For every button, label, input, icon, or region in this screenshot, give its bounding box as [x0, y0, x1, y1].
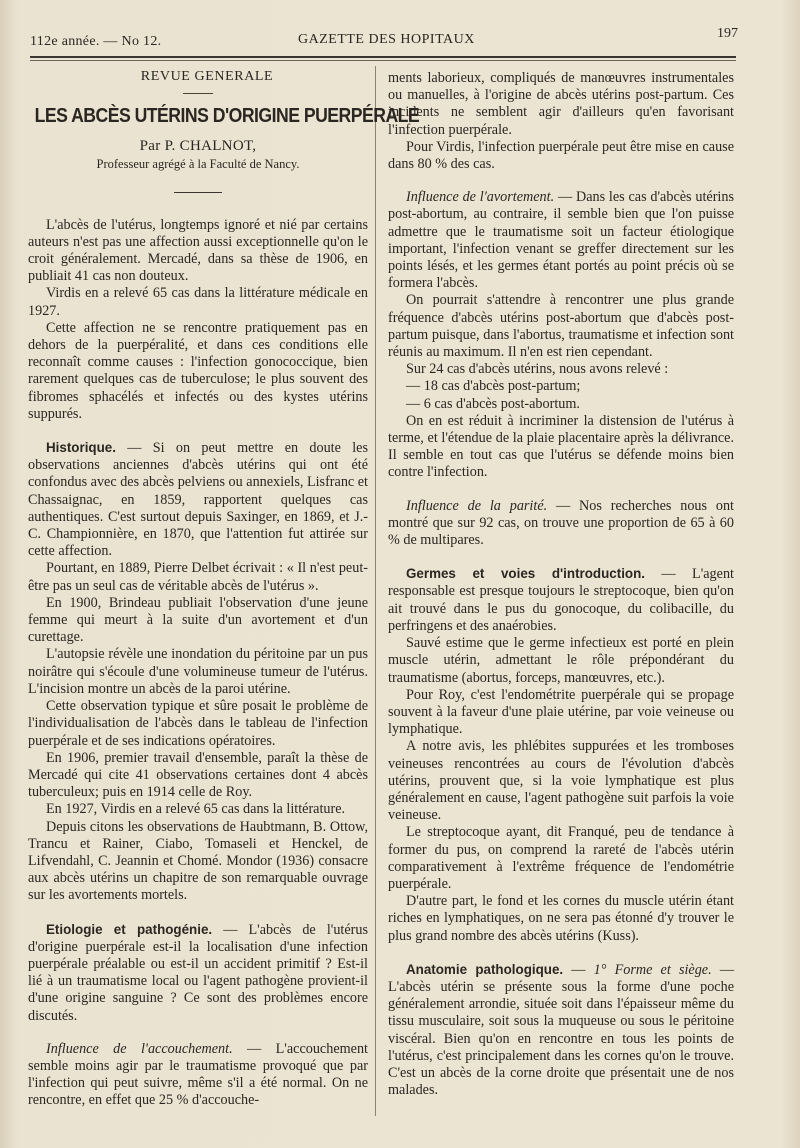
right-paragraph	[388, 893, 734, 945]
right-paragraph-text: — 18 cas d'abcès post-partum;	[406, 378, 581, 395]
left-paragraph-text: En 1900, Brindeau publiait l'observation d'une jeune femme qui meurt à la suite d'un avortement et d'un curettage.	[28, 594, 368, 646]
left-paragraph-text: Cette observation typique et sûre posait le problème de l'individualisation de l'abcès dans le tableau de l'infection puerpérale et de ses indications opératoires.	[28, 698, 368, 749]
right-paragraph-text: — 6 cas d'abcès post-abortum.	[406, 395, 580, 412]
left-paragraph	[28, 750, 368, 802]
right-paragraph-text: On pourrait s'attendre à rencontrer une plus grande fréquence d'abcès utérins post-abortum que d'abcès post-partum puisque, dans l'abortus, traumatisme et infection sont réunis au maximum. Il n'en est rien cependant.	[388, 292, 734, 361]
left-column-body	[28, 217, 368, 1110]
right-paragraph-text: Le streptocoque ayant, dit Franqué, peu de tendance à former du pus, on comprend la rareté de l'abcès utérin comparativement à l'extrême fréquence de l'endométrie puerpérale.	[388, 824, 734, 892]
right-paragraph	[388, 738, 734, 824]
left-paragraph-text: Virdis en a relevé 65 cas dans la littérature médicale en 1927.	[28, 285, 368, 319]
left-paragraph	[28, 819, 368, 905]
right-paragraph-text: Pour Virdis, l'infection puerpérale peut être mise en cause dans 80 % des cas.	[388, 138, 734, 173]
right-paragraph	[388, 292, 734, 361]
right-column-body	[388, 70, 734, 1099]
left-paragraph	[28, 285, 368, 319]
left-paragraph	[28, 646, 368, 698]
right-paragraph	[388, 396, 734, 413]
left-paragraph-text: Cette affection ne se rencontre pratiquement pas en dehors de la puerpéralité, et dans ces conditions elle reconnaît comme causes : l'infection gonococcique, bien rarement quelques cas de tuberculose; le plus souvent des fibromes sphacélés et infectés ou des kystes utérins suppurés.	[28, 319, 368, 422]
left-paragraph	[28, 439, 368, 560]
right-paragraph-text: A notre avis, les phlébites suppurées et les tromboses veineuses rencontrées au cours de l'évolution d'abcès utérins, prouvent que, si la voie lymphatique est plus généralement en cause, l'agent pathogène suit parfois la voie veineuse.	[388, 738, 734, 824]
header-rule-thin	[30, 60, 736, 61]
right-paragraph-text: ments laborieux, compliqués de manœuvres instrumentales ou manuelles, à l'origine de abcès utérins post-partum. Ces incidents ne semblent agir d'ailleurs qu'en favorisant l'infection puerpérale.	[388, 70, 734, 138]
right-paragraph	[388, 565, 734, 635]
author-byline: Par P. CHALNOT,	[139, 138, 257, 155]
left-paragraph	[28, 801, 368, 818]
right-section-heading: Germes et voies d'introduction.	[406, 566, 645, 582]
left-paragraph	[28, 698, 368, 750]
left-paragraph-text: — L'abcès de l'utérus d'origine puerpérale est-il la localisation d'une infection puerpérale préalable ou est-il un accident primitif ? Est-il lié à un traumatisme local ou l'agent pathogène provient-il d'une origine sanguine ? Ce sont des problèmes encore discutés.	[28, 921, 368, 1024]
right-paragraph-text: On en est réduit à incriminer la distension de l'utérus à terme, et l'étendue de la plaie placentaire après la délivrance. Il semble en tout cas que l'utérus se défende moins bien contre l'infection.	[388, 412, 734, 481]
page-header	[30, 28, 738, 58]
left-paragraph-text: En 1927, Virdis en a relevé 65 cas dans la littérature.	[46, 801, 346, 818]
left-column	[28, 68, 420, 1110]
right-paragraph	[388, 687, 734, 739]
author-affiliation: Professeur agrégé à la Faculté de Nancy.	[96, 157, 300, 172]
left-paragraph-text: L'abcès de l'utérus, longtemps ignoré et nié par certains auteurs n'est pas une affection aussi exceptionnelle qu'on le croit généralement. Mercadé, dans sa thèse de 1906, en publiait 41 cas non douteux.	[28, 216, 368, 285]
left-paragraph	[28, 320, 368, 423]
right-paragraph-text: — Dans les cas d'abcès utérins post-abortum, au contraire, il semble bien que l'on puisse admettre que le traumatisme soit un facteur étiologique important, l'infection venant se greffer directement sur les points lésés, et les germes étant portés au point précis où se formera l'abcès.	[388, 189, 734, 292]
right-paragraph	[388, 139, 734, 173]
page-number: 197	[717, 26, 738, 41]
right-paragraph	[388, 498, 734, 550]
column-divider	[375, 66, 376, 1116]
right-paragraph-text: Sur 24 cas d'abcès utérins, nous avons relevé :	[406, 361, 669, 378]
right-paragraph-text: — L'abcès utérin se présente sous la forme d'une poche généralement arrondie, située soit dans l'épaisseur même du tissu musculaire, soit sous la muqueuse ou sous le péritoine viscéral. Bien qu'on en rencontre en tous les points de l'utérus, c'est principalement dans les cornes qu'on le trouve. C'est un abcès de la corne droite que présentait une de nos malades.	[388, 961, 735, 1099]
left-paragraph-text: Pourtant, en 1889, Pierre Delbet écrivait : « Il n'est peut-être pas un seul cas de véritable abcès de l'utérus ».	[28, 560, 368, 594]
left-paragraph-text: — L'accouchement semble moins agir par le traumatisme provoqué que par l'infection qui peut suivre, même s'il a été normal. On ne rencontre, en effet que 25 % d'accouche-	[28, 1040, 368, 1109]
right-paragraph	[388, 378, 734, 395]
kicker-rule	[183, 93, 213, 94]
right-section-heading: Influence de la parité.	[406, 497, 548, 514]
right-paragraph-text: Pour Roy, c'est l'endométrite puerpérale qui se propage souvent à la faveur d'une plaie utérine, par voie veineuse ou lymphatique.	[388, 686, 734, 738]
left-paragraph	[28, 595, 368, 647]
header-rule	[30, 56, 736, 58]
left-paragraph-text: Depuis citons les observations de Haubtmann, B. Ottow, Trancu et Rainer, Ciabo, Tomaseli et Henckel, de Lifvendahl, C. Jeannin et Chomé. Mondor (1936) consacre aux abcès utérins un chapitre de son remarquable ouvrage sur les avortements mortels.	[28, 818, 368, 904]
right-section-heading: Influence de l'avortement.	[406, 189, 555, 206]
right-column	[388, 70, 734, 1099]
left-paragraph	[28, 921, 368, 1025]
left-section-heading: Etiologie et pathogénie.	[46, 921, 213, 937]
right-subheading: 1° Forme et siège.	[593, 961, 712, 978]
right-paragraph-text: — L'agent responsable est presque toujours le streptocoque, bien qu'on ait trouvé dans le pus du gonocoque, du colibacille, du perfringens et des anaérobies.	[388, 566, 734, 634]
right-paragraph-text: — Nos recherches nous ont montré que sur 92 cas, on trouve une proportion de 65 à 60 % de multipares.	[388, 497, 734, 549]
right-paragraph	[388, 635, 734, 687]
right-paragraph	[388, 189, 734, 292]
left-paragraph	[28, 217, 368, 286]
right-paragraph	[388, 70, 734, 139]
right-paragraph: Anatomie pathologique. — 1° Forme et siège. — L'abcès utérin se présente sous la forme d'une poche généralement arrondie, située soit dans l'épaisseur même du tissu musculaire, soit sous la muqueuse ou sous le péritoine viscéral. Bien qu'on en rencontre en tous les points de l'utérus, c'est principalement dans les cornes qu'on le trouve. C'est un abcès de la corne droite que présentait une de nos malades.	[388, 961, 735, 1099]
right-paragraph-text: Sauvé estime que le germe infectieux est porté en plein muscle utérin, admettant le rôle prépondérant du traumatisme (abortus, forceps, manœuvres, etc.).	[388, 635, 734, 686]
left-paragraph	[28, 560, 368, 594]
right-paragraph	[388, 361, 734, 378]
right-paragraph	[388, 413, 734, 482]
right-paragraph-text: D'autre part, le fond et les cornes du muscle utérin étant riches en lymphatiques, on ne sera pas étonné d'y trouver le plus grand nombre des abcès utérins (Kuss).	[388, 893, 734, 944]
right-paragraph	[388, 824, 734, 893]
left-paragraph	[28, 1041, 368, 1110]
left-section-heading: Historique.	[46, 440, 116, 456]
left-section-heading: Influence de l'accouchement.	[46, 1040, 233, 1057]
section-kicker: REVUE GENERALE	[140, 69, 274, 84]
title-rule	[174, 192, 222, 193]
article-title: LES ABCÈS UTÉRINS D'ORIGINE PUERPÉRALE	[34, 104, 420, 128]
left-paragraph-text: — Si on peut mettre en doute les observations anciennes d'abcès utérins qui ont été confondus avec des abcès pelviens ou annexiels, Lisfranc et Chassaignac, en 1859, rapportent quelques cas authentiques. C'est surtout depuis Saxinger, en 1869, et J.-C. Championnière, en 1870, que l'attention fut attirée sur cette affection.	[28, 440, 368, 560]
right-section-heading: Anatomie pathologique.	[406, 961, 564, 977]
left-paragraph-text: En 1906, premier travail d'ensemble, paraît la thèse de Mercadé qui cite 41 observations certaines dont 4 abcès tuberculeux; puis en 1914 celle de Roy.	[28, 749, 368, 801]
journal-title: GAZETTE DES HOPITAUX	[298, 32, 475, 47]
issue-label: 112e année. — No 12.	[30, 34, 162, 49]
left-paragraph-text: L'autopsie révèle une inondation du péritoine par un pus noirâtre qui s'écoule d'une volumineuse tumeur de l'utérus. L'incision montre un abcès de la paroi utérine.	[28, 646, 368, 697]
